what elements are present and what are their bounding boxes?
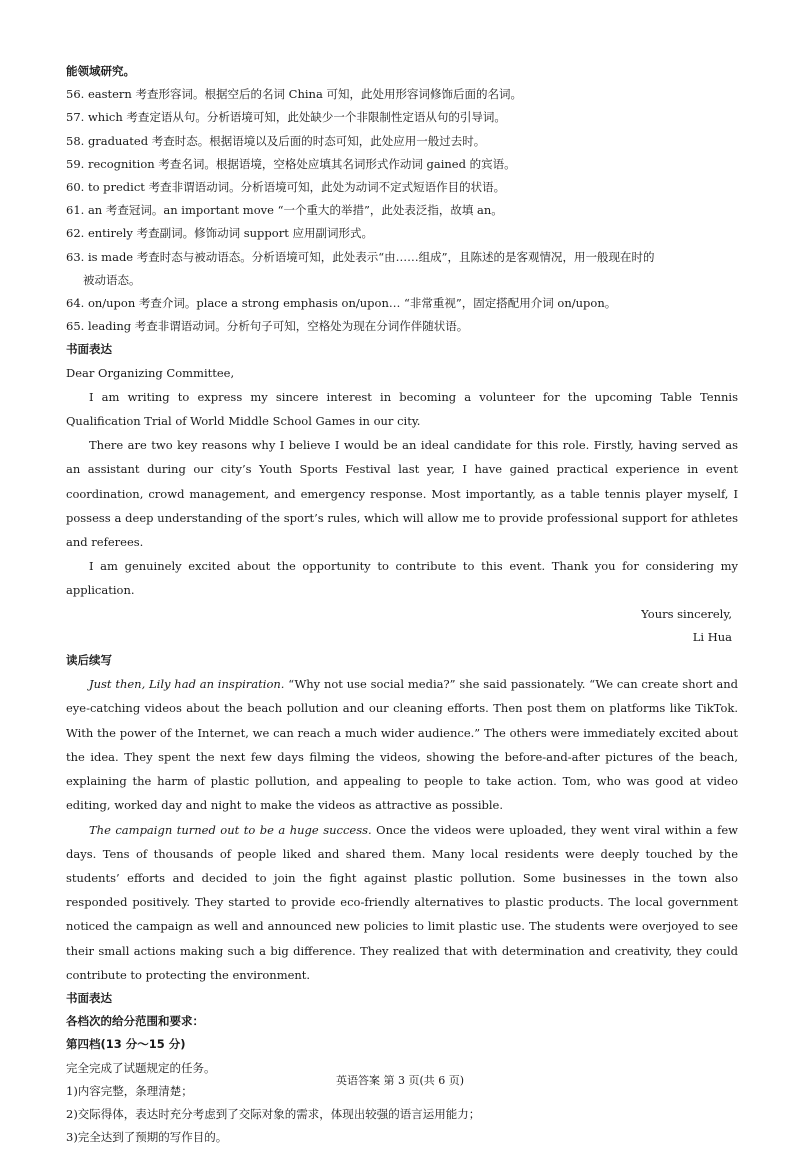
grading-level: 第四档(13 分～15 分) [66,1037,186,1052]
answer-65: 65. leading 考查非谓语动词。分析句子可知，空格处为现在分词作伴随状语。 [66,319,469,334]
answer-61: 61. an 考查冠词。an important move “一个重大的举措”，此处表泛指，故填 an。 [66,203,503,218]
continuation-paragraph-1 [66,672,738,817]
paragraph-lead-sentence: Just then, Lily had an inspiration. [89,677,285,692]
letter-signature: Li Hua [692,629,732,644]
letter-paragraph: There are two key reasons why I believe I would be an ideal candidate for this role. Firstly, having served as an assistant during our city’s Youth Sports Festival last year, I have gained practical experience in event coordination, crowd management, and emergency response. Most importantly, as a table tennis player myself, I possess a deep understanding of the sport’s rules, which will allow me to provide professional support for athletes and referees. [66,438,738,550]
answer-64: 64. on/upon 考查介词。place a strong emphasis on/upon… “非常重视”，固定搭配用介词 on/upon。 [66,296,617,311]
paragraph-text: Once the videos were uploaded, they went viral within a few days. Tens of thousands of people liked and shared them. Many local residents were deeply touched by the students’ efforts and decided to join the fight against plastic pollution. Some businesses in the town also responded positively. They started to provide eco-friendly alternatives to plastic products. The local government noticed the campaign as well and announced new policies to limit plastic use. The students were overjoyed to see their small actions making such a big difference. They realized that with determination and creativity, they could contribute to protecting the environment. [66,822,739,982]
answer-63-continued: 被动语态。 [83,272,141,287]
letter-paragraph: I am writing to express my sincere interest in becoming a volunteer for the upcoming Table Tennis Qualification Trial of World Middle School Games in our city. [66,389,738,429]
paragraph-lead-sentence: The campaign turned out to be a huge success. [89,822,372,837]
continuation-paragraph-2 [66,818,738,987]
grading-description: 完全完成了试题规定的任务。 [66,1060,216,1075]
answer-57: 57. which 考查定语从句。分析语境可知，此处缺少一个非限制性定语从句的引导词。 [66,110,506,125]
grading-subheading: 各档次的给分范围和要求： [66,1014,204,1029]
answer-page [66,60,738,1149]
answer-62: 62. entirely 考查副词。修饰动词 support 应用副词形式。 [66,226,373,241]
answer-60: 60. to predict 考查非谓语动词。分析语境可知，此处为动词不定式短语作目的状语。 [66,180,506,195]
continuation-body [66,672,738,987]
letter-paragraph: I am genuinely excited about the opportunity to contribute to this event. Thank you for considering my application. [66,559,738,598]
grading-item: 1)内容完整，条理清楚； [66,1083,193,1098]
writing-heading: 书面表达 [66,342,112,357]
grading-item: 3)完全达到了预期的写作目的。 [66,1130,228,1145]
answer-58: 58. graduated 考查时态。根据语境以及后面的时态可知，此处应用一般过去时。 [66,133,486,148]
answer-63: 63. is made 考查时态与被动语态。分析语境可知，此处表示“由……组成”，且陈述的是客观情况，用一般现在时的 [66,249,655,264]
grading-item: 2)交际得体，表达时充分考虑到了交际对象的需求，体现出较强的语言运用能力； [66,1106,481,1121]
grading-heading: 书面表达 [66,990,112,1005]
answer-56: 56. eastern 考查形容词。根据空后的名词 China 可知，此处用形容词修饰后面的名词。 [66,87,522,102]
page-footer: 英语答案 第 3 页(共 6 页) [335,1074,465,1087]
section-continuation-heading: 能领域研究。 [66,64,135,78]
answer-list [66,83,738,338]
continuation-heading: 读后续写 [66,653,112,668]
paragraph-text: “Why not use social media?” she said passionately. “We can create short and eye-catching videos about the beach pollution and our cleaning efforts. Then post them on platforms like TikTok. With the power of the Internet, we can reach a much wider audience.” The others were immediately excited about the idea. They spent the next few days filming the videos, showing the before-and-after pictures of the beach, explaining the harm of plastic pollution, and appealing to people to take action. Tom, who was good at video editing, worked day and night to make the videos as attractive as possible. [66,677,738,813]
answer-59: 59. recognition 考查名词。根据语境，空格处应填其名词形式作动词 gained 的宾语。 [66,156,516,171]
letter-closing: Yours sincerely, [641,606,732,621]
letter-body [66,385,738,603]
letter-salutation: Dear Organizing Committee, [66,365,235,380]
